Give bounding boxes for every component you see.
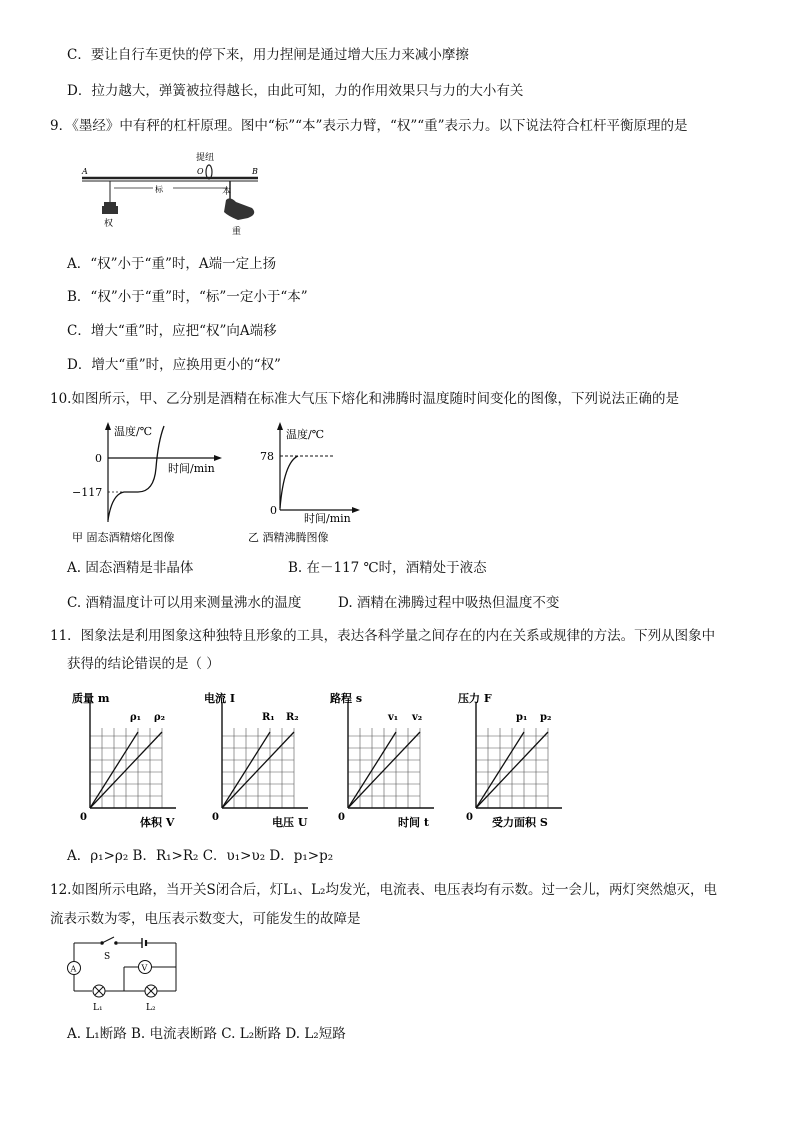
q10-option-c: C. 酒精温度计可以用来测量沸水的温度: [67, 595, 302, 611]
q11-graph-origin: 0: [80, 812, 87, 823]
q10-graph-melting: [68, 422, 238, 547]
q9-label-zhong: 重: [232, 227, 242, 237]
q10-graph1-tick-0: 0: [95, 452, 102, 465]
q10-graph2-caption: 乙 酒精沸腾图像: [248, 531, 329, 544]
q10-graph2-ylabel: 温度/℃: [286, 428, 325, 441]
q9-label-quan: 权: [104, 219, 114, 229]
q10-graph2-xlabel: 时间/min: [304, 512, 351, 525]
q10-graph1-caption: 甲 固态酒精熔化图像: [72, 531, 175, 544]
q12-lamp2-label: L₂: [146, 1003, 156, 1013]
q11-graph-ylabel: 路程 s: [330, 692, 363, 705]
q12-lamp1-label: L₁: [93, 1003, 103, 1013]
q12-options: A. L₁断路 B. 电流表断路 C. L₂断路 D. L₂短路: [67, 1026, 346, 1042]
q11-graph-2: [204, 690, 340, 828]
q11-graph-3: [330, 690, 466, 828]
q10-graph1-tick-neg117: −117: [72, 486, 103, 499]
q11-graph-ylabel: 电流 I: [204, 692, 235, 705]
q11-graph-1: [72, 690, 208, 828]
q12-voltmeter-label: V: [141, 963, 148, 973]
q11-graph-origin: 0: [466, 812, 473, 823]
q11-graph-line1-label: R₁: [262, 712, 275, 723]
q10-graph2-tick-0: 0: [270, 504, 277, 517]
q11-graph-line1-label: ρ₁: [130, 712, 142, 723]
q9-label-o: O: [197, 167, 204, 176]
q11-graph-line2-label: ρ₂: [154, 712, 166, 723]
q9-option-a: A．“权”小于“重”时，A端一定上扬: [67, 256, 277, 272]
q9-label-ben: 本: [222, 187, 232, 197]
q11-graph-xlabel: 电压 U: [272, 816, 308, 828]
q10-graph-boiling: [248, 422, 378, 547]
q11-graph-line1-label: v₁: [388, 712, 399, 723]
q10-graph2-tick-78: 78: [260, 450, 274, 463]
q9-option-d: D．增大“重”时，应换用更小的“权”: [67, 357, 281, 373]
q11-graph-line2-label: v₂: [412, 712, 423, 723]
q10-option-a: A. 固态酒精是非晶体: [67, 560, 194, 576]
q12-ammeter-label: A: [70, 964, 77, 974]
q11-graph-ylabel: 压力 F: [458, 692, 492, 705]
q10-option-d: D. 酒精在沸腾过程中吸热但温度不变: [338, 595, 560, 611]
q12-stem-line1: 12.如图所示电路，当开关S闭合后，灯L₁、L₂均发光，电流表、电压表均有示数。过一会儿，两灯突然熄灭，电: [50, 882, 717, 898]
q11-options: A．ρ₁>ρ₂ B．R₁>R₂ C．υ₁>υ₂ D．p₁>p₂: [67, 848, 334, 864]
q10-stem: 10.如图所示，甲、乙分别是酒精在标准大气压下熔化和沸腾时温度随时间变化的图像，下列说法正确的是: [50, 391, 679, 407]
q9-option-c: C．增大“重”时，应把“权”向A端移: [67, 323, 277, 339]
q11-stem-line2: 获得的结论错误的是（ ）: [67, 656, 220, 672]
q8-option-c: C．要让自行车更快的停下来，用力捏闸是通过增大压力来减小摩擦: [67, 47, 469, 63]
q12-switch-label: S: [104, 952, 111, 962]
q11-graph-line2-label: R₂: [286, 712, 299, 723]
q11-graph-xlabel: 时间 t: [398, 816, 429, 828]
q11-graph-origin: 0: [212, 812, 219, 823]
q10-graph1-ylabel: 温度/℃: [114, 425, 153, 438]
q11-graph-line1-label: p₁: [516, 712, 528, 723]
q9-steelyard-figure: [78, 150, 268, 240]
q9-label-b: B: [252, 167, 258, 176]
q9-label-biao: 标: [155, 185, 163, 194]
q9-option-b: B．“权”小于“重”时，“标”一定小于“本”: [67, 289, 308, 305]
q11-graph-xlabel: 体积 V: [140, 816, 175, 828]
q9-stem: 9．《墨经》中有秤的杠杆原理。图中“标”“本”表示力臂，“权”“重”表示力。以下说法符合杠杆平衡原理的是: [50, 118, 688, 134]
q11-graph-ylabel: 质量 m: [72, 692, 110, 705]
q12-stem-line2: 流表示数为零，电压表示数变大，可能发生的故障是: [50, 911, 361, 927]
q11-graph-line2-label: p₂: [540, 712, 552, 723]
q11-graph-4: [458, 690, 594, 828]
q9-label-tizu: 提纽: [196, 153, 215, 163]
q11-graph-origin: 0: [338, 812, 345, 823]
q10-graph1-xlabel: 时间/min: [168, 462, 215, 475]
q8-option-d: D．拉力越大，弹簧被拉得越长，由此可知，力的作用效果只与力的大小有关: [67, 83, 524, 99]
q9-label-a: A: [82, 167, 88, 176]
q10-option-b: B. 在－117 ℃时，酒精处于液态: [288, 560, 487, 576]
q11-stem-line1: 11．图象法是利用图象这种独特且形象的工具，表达各科学量之间存在的内在关系或规律的方法。下列从图象中: [50, 628, 716, 644]
q12-circuit-figure: [62, 935, 187, 1015]
q11-graph-xlabel: 受力面积 S: [492, 816, 548, 828]
